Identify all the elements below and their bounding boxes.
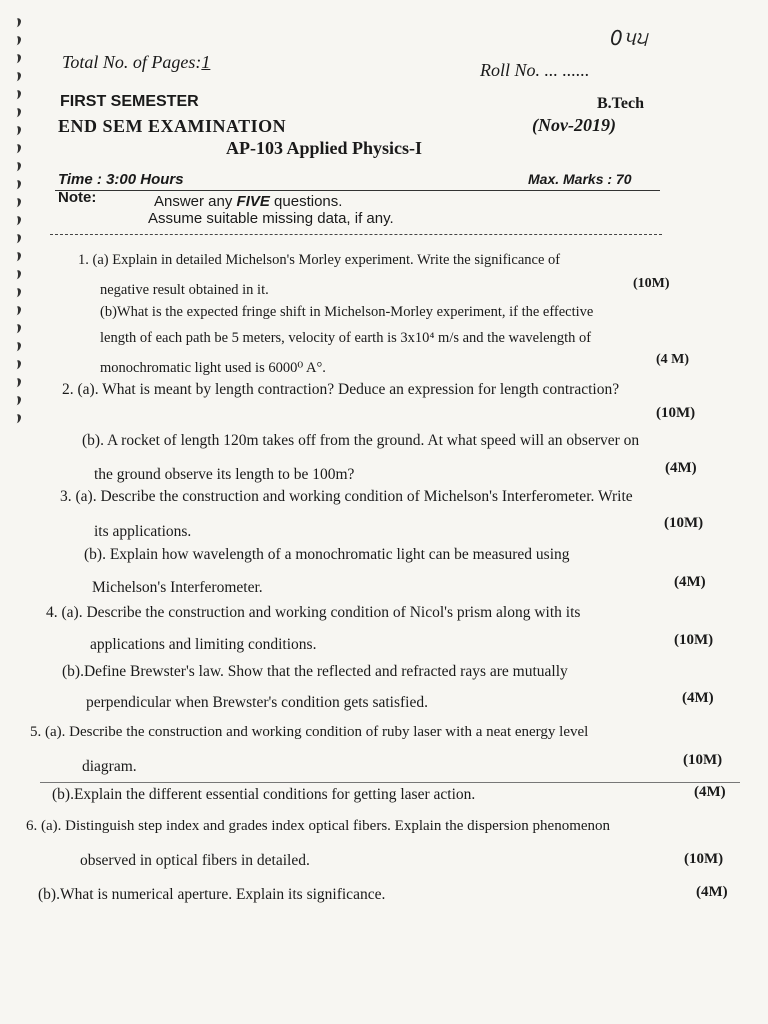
question-1b-marks: (4 M) xyxy=(656,352,690,367)
session: (Nov-2019) xyxy=(532,115,616,135)
header-rule xyxy=(55,190,660,191)
roll-no xyxy=(480,60,590,81)
question-6b-line-1: (b).What is numerical aperture. Explain its significance. xyxy=(38,886,386,903)
question-3a-line-1: 3. (a). Describe the construction and working condition of Michelson's Interferometer. Write xyxy=(60,488,633,505)
question-5a-line-2: diagram. xyxy=(82,758,137,775)
program: B.Tech xyxy=(597,95,644,112)
question-6b-marks: (4M) xyxy=(696,884,728,900)
question-4b-line-2: perpendicular when Brewster's condition gets satisfied. xyxy=(86,694,428,711)
question-1b-line-3: monochromatic light used is 6000⁰ A°. xyxy=(100,360,326,376)
question-5a-marks: (10M) xyxy=(683,752,723,768)
total-pages xyxy=(62,52,210,73)
note-label: Note: xyxy=(58,189,97,206)
question-4b-marks: (4M) xyxy=(682,690,714,706)
question-2a-marks: (10M) xyxy=(656,405,696,421)
question-4a-line-1: 4. (a). Describe the construction and working condition of Nicol's prism along with its xyxy=(46,604,581,621)
question-1a-line-2: negative result obtained in it. xyxy=(100,282,269,298)
note-line-2: Assume suitable missing data, if any. xyxy=(148,210,394,227)
spiral-binding xyxy=(0,20,24,440)
note-line-1-emphasis: FIVE xyxy=(236,193,270,210)
question-5b-marks: (4M) xyxy=(694,784,726,800)
note-line-1 xyxy=(154,193,342,210)
question-2a-line-1: 2. (a). What is meant by length contraction? Deduce an expression for length contraction? xyxy=(62,381,620,398)
question-3b-line-2: Michelson's Interferometer. xyxy=(92,579,263,596)
question-1a-line-1: 1. (a) Explain in detailed Michelson's Morley experiment. Write the significance of xyxy=(78,252,561,268)
question-1a-marks: (10M) xyxy=(633,276,670,291)
question-2b-line-2: the ground observe its length to be 100m? xyxy=(94,466,355,483)
question-5a-line-1: 5. (a). Describe the construction and working condition of ruby laser with a neat energy level xyxy=(30,724,589,740)
question-4a-marks: (10M) xyxy=(674,632,714,648)
question-6a-line-1: 6. (a). Distinguish step index and grades index optical fibers. Explain the dispersion phenomenon xyxy=(26,818,611,834)
question-1b-line-2: length of each path be 5 meters, velocity of earth is 3x10⁴ m/s and the wavelength of xyxy=(100,330,592,346)
note-line-1-post: questions. xyxy=(269,193,343,210)
question-2b-line-1: (b). A rocket of length 120m takes off from the ground. At what speed will an observer on xyxy=(82,432,640,449)
roll-no-label: Roll No. xyxy=(480,60,541,80)
question-3b-marks: (4M) xyxy=(674,574,706,590)
question-6a-line-2: observed in optical fibers in detailed. xyxy=(80,852,310,869)
course-title: AP-103 Applied Physics-I xyxy=(226,138,423,158)
question-6a-marks: (10M) xyxy=(684,851,724,867)
handwritten-mark: 0૫੫ xyxy=(610,26,648,50)
roll-no-value: ... ...... xyxy=(544,60,590,80)
exam-time: Time : 3:00 Hours xyxy=(58,171,184,188)
question-5b-line-1: (b).Explain the different essential conditions for getting laser action. xyxy=(52,786,476,803)
question-4a-line-2: applications and limiting conditions. xyxy=(90,636,317,653)
question-3a-marks: (10M) xyxy=(664,515,704,531)
crease-line xyxy=(40,782,740,783)
question-3a-line-2: its applications. xyxy=(94,523,192,540)
exam-title: END SEM EXAMINATION xyxy=(58,116,287,136)
question-4b-line-1: (b).Define Brewster's law. Show that the reflected and refracted rays are mutually xyxy=(62,663,568,680)
dashed-separator xyxy=(50,234,662,235)
note-line-1-pre: Answer any xyxy=(154,193,237,210)
question-3b-line-1: (b). Explain how wavelength of a monochromatic light can be measured using xyxy=(84,546,570,563)
question-2b-marks: (4M) xyxy=(665,460,697,476)
total-pages-value: 1 xyxy=(201,52,211,72)
question-1b-line-1: (b)What is the expected fringe shift in Michelson-Morley experiment, if the effective xyxy=(100,304,594,320)
total-pages-label: Total No. of Pages: xyxy=(62,52,202,72)
semester: FIRST SEMESTER xyxy=(60,93,199,110)
max-marks: Max. Marks : 70 xyxy=(528,171,632,187)
